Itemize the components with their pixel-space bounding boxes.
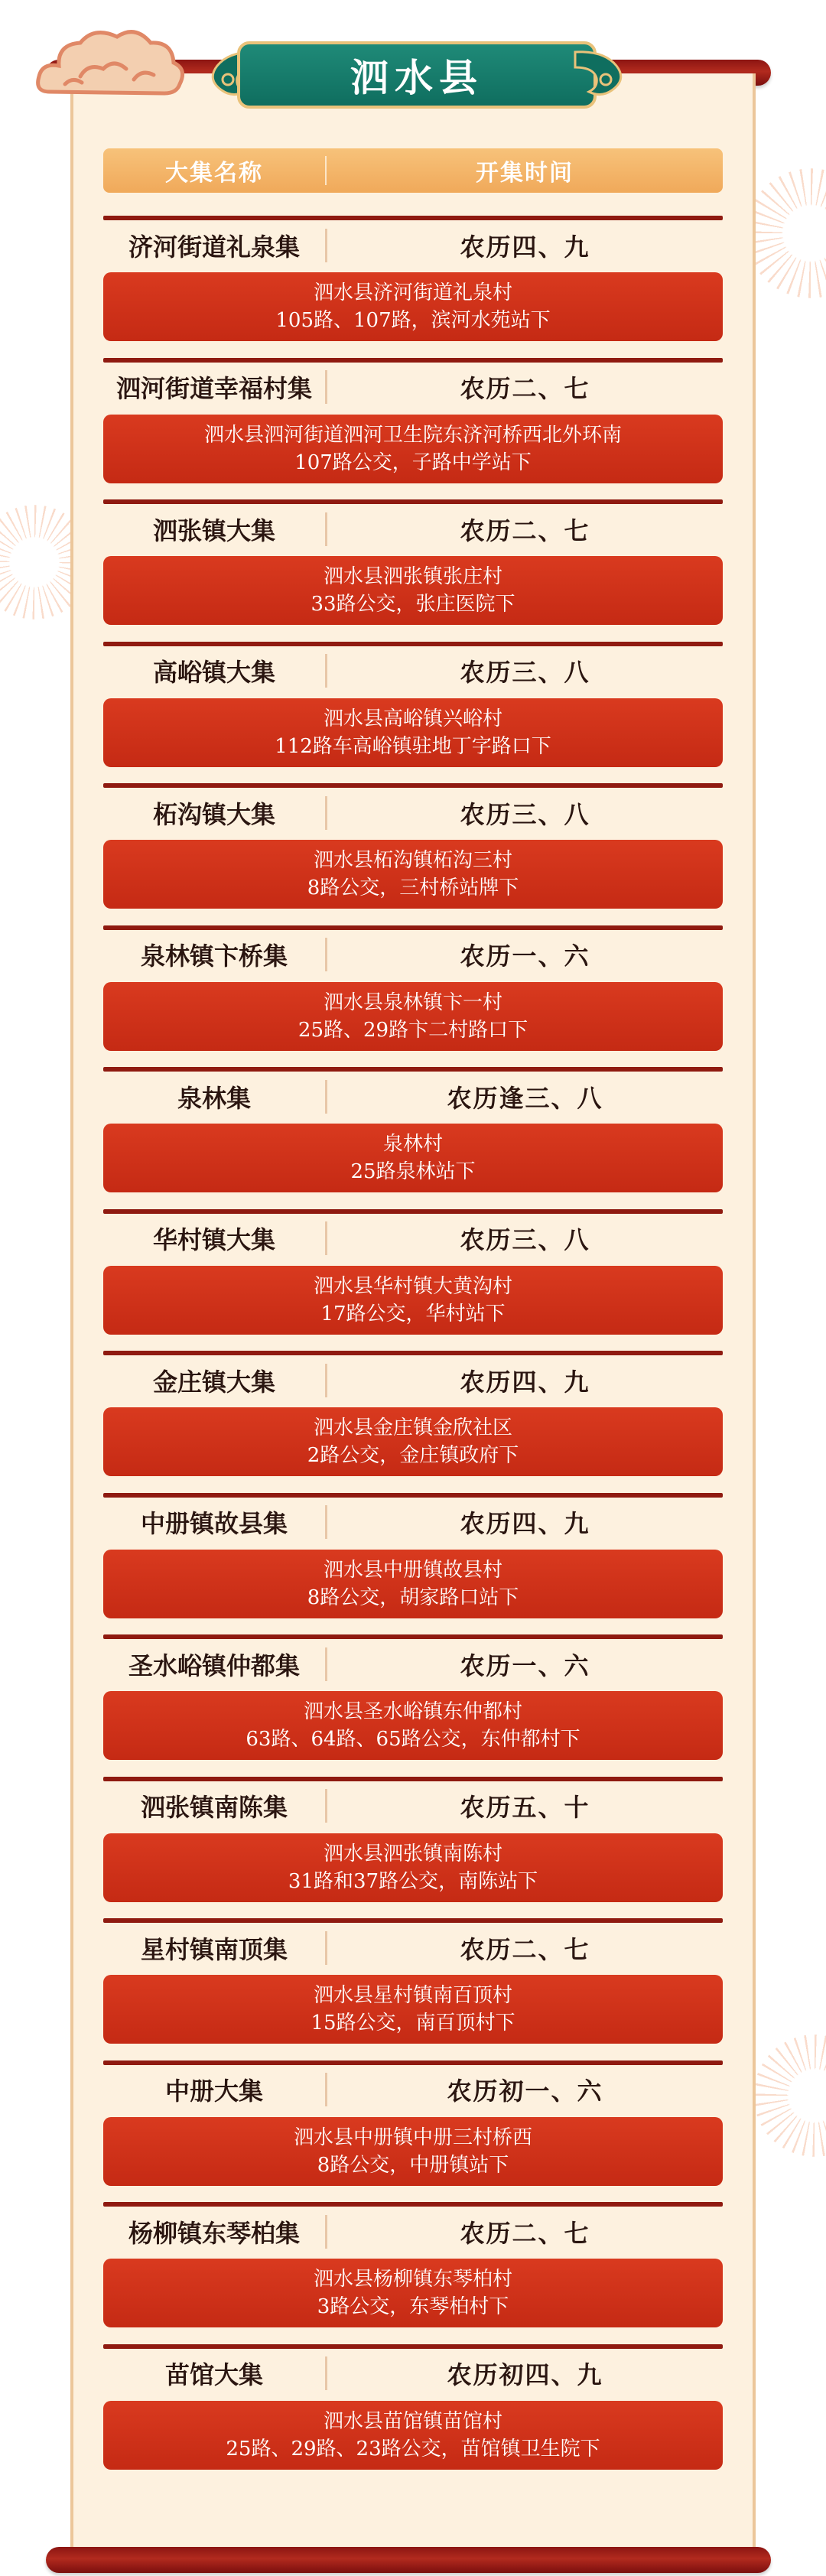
market-date: 农历二、七 [460, 374, 590, 403]
list-item [103, 1777, 723, 1919]
entry-header [103, 363, 723, 412]
market-date: 农历一、六 [460, 1651, 590, 1680]
entry-header [103, 2207, 723, 2256]
market-detail [103, 1266, 723, 1335]
market-name: 泗河街道幸福村集 [115, 374, 312, 403]
entry-header [103, 2065, 723, 2115]
market-location: 泗水县杨柳镇东琴柏村 [313, 2268, 512, 2291]
market-bus-route: 8路公交，三村桥站牌下 [307, 877, 519, 899]
market-detail [103, 1407, 723, 1476]
market-date: 农历四、九 [460, 1509, 590, 1538]
list-item [103, 1634, 723, 1777]
entry-header [103, 646, 723, 696]
scroll-rod-bottom [46, 2547, 771, 2573]
market-bus-route: 63路、64路、65路公交，东仲都村下 [246, 1728, 580, 1751]
market-location: 泗水县金庄镇金欣社区 [313, 1416, 512, 1439]
market-location: 泗水县高峪镇兴峪村 [323, 707, 502, 730]
list-item [103, 1493, 723, 1635]
market-location: 泗水县柘沟镇柘沟三村 [313, 849, 512, 872]
market-detail [103, 272, 723, 341]
market-name: 星村镇南顶集 [140, 1934, 288, 1964]
market-detail [103, 2117, 723, 2186]
market-bus-route: 112路车高峪镇驻地丁字路口下 [275, 734, 551, 758]
entry-header [103, 2349, 723, 2399]
list-item [103, 1209, 723, 1351]
market-date: 农历一、六 [460, 942, 590, 971]
list-item [103, 499, 723, 642]
table-header [103, 148, 723, 193]
market-date: 农历三、八 [460, 658, 590, 687]
market-name: 中册镇故县集 [140, 1509, 288, 1538]
market-detail [103, 415, 723, 483]
entry-header [103, 220, 723, 270]
entry-header [103, 1072, 723, 1121]
entry-header [103, 1498, 723, 1547]
entry-header [103, 1214, 723, 1264]
title-banner [206, 34, 627, 118]
market-location: 泗水县华村镇大黄沟村 [313, 1274, 512, 1298]
market-bus-route: 15路公交，南百顶村下 [311, 2012, 515, 2034]
market-name: 泉林集 [177, 1083, 251, 1113]
market-detail [103, 698, 723, 767]
market-date: 农历三、八 [460, 799, 590, 829]
cloud-icon [34, 23, 187, 107]
header-divider [325, 156, 327, 185]
market-name: 苗馆大集 [164, 2360, 263, 2389]
market-location: 泗水县中册镇中册三村桥西 [293, 2126, 532, 2149]
market-bus-route: 8路公交，胡家路口站下 [307, 1586, 519, 1609]
entry-header [103, 930, 723, 980]
market-name: 济河街道礼泉集 [128, 232, 300, 262]
firework-icon [746, 168, 826, 298]
market-bus-route: 2路公交，金庄镇政府下 [307, 1444, 519, 1467]
market-name: 华村镇大集 [152, 1225, 275, 1254]
entry-header [103, 1781, 723, 1831]
market-location: 泗水县泗张镇张庄村 [323, 565, 502, 588]
market-name: 圣水峪镇仲都集 [128, 1651, 300, 1680]
market-date: 农历三、八 [460, 1225, 590, 1254]
market-date: 农历四、九 [460, 1367, 590, 1397]
market-name: 柘沟镇大集 [152, 799, 275, 829]
market-name: 中册大集 [164, 2077, 263, 2106]
market-name: 泗张镇大集 [152, 516, 275, 545]
list-item [103, 642, 723, 784]
market-detail [103, 1691, 723, 1760]
market-bus-route: 25路、29路卞二村路口下 [298, 1018, 528, 1042]
list-item [103, 1351, 723, 1493]
market-bus-route: 105路、107路，滨河水苑站下 [275, 309, 551, 332]
market-bus-route: 33路公交，张庄医院下 [311, 593, 515, 616]
market-detail [103, 1550, 723, 1618]
market-bus-route: 8路公交，中册镇站下 [317, 2153, 509, 2177]
market-bus-route: 17路公交，华村站下 [320, 1302, 506, 1325]
list-item [103, 1067, 723, 1209]
entry-header [103, 788, 723, 838]
list-item [103, 2344, 723, 2487]
entry-header [103, 1923, 723, 1973]
entry-header [103, 1355, 723, 1405]
banner-wing-icon [574, 44, 627, 106]
market-detail [103, 556, 723, 625]
market-location: 泗水县星村镇南百顶村 [313, 1984, 512, 2007]
entry-header [103, 504, 723, 554]
market-date: 农历五、十 [460, 1793, 590, 1822]
list-item [103, 925, 723, 1068]
market-bus-route: 25路泉林站下 [350, 1160, 476, 1183]
list-item [103, 358, 723, 500]
market-location: 泗水县中册镇故县村 [323, 1558, 502, 1582]
market-name: 泗张镇南陈集 [140, 1793, 288, 1822]
market-location: 泗水县泗张镇南陈村 [323, 1842, 502, 1865]
market-date: 农历二、七 [460, 2218, 590, 2248]
market-location: 泗水县泗河街道泗河卫生院东济河桥西北外环南 [203, 423, 622, 447]
market-date: 农历初四、九 [447, 2360, 603, 2389]
market-name: 泉林镇卞桥集 [140, 942, 288, 971]
market-detail [103, 840, 723, 909]
market-date: 农历逢三、八 [447, 1083, 603, 1113]
market-bus-route: 107路公交，子路中学站下 [294, 450, 532, 474]
market-location: 泗水县泉林镇卞一村 [323, 990, 502, 1014]
header-time-label: 开集时间 [476, 160, 574, 187]
market-detail [103, 1833, 723, 1902]
entry-header [103, 1639, 723, 1689]
market-location: 泉林村 [382, 1133, 443, 1156]
market-name: 金庄镇大集 [152, 1367, 275, 1397]
market-date: 农历二、七 [460, 1934, 590, 1964]
page-title: 泗水县 [350, 56, 483, 100]
market-bus-route: 31路和37路公交，南陈站下 [288, 1869, 538, 1893]
market-name: 高峪镇大集 [152, 658, 275, 687]
market-detail [103, 2401, 723, 2470]
list-item [103, 216, 723, 358]
list-item [103, 2060, 723, 2203]
header-name-label: 大集名称 [165, 160, 263, 187]
market-bus-route: 3路公交，东琴柏村下 [317, 2295, 509, 2318]
market-date: 农历四、九 [460, 232, 590, 262]
list-item [103, 783, 723, 925]
market-detail [103, 1124, 723, 1192]
list-item [103, 1918, 723, 2060]
market-location: 泗水县苗馆镇苗馆村 [323, 2409, 502, 2433]
list-item [103, 2202, 723, 2344]
market-location: 泗水县济河街道礼泉村 [313, 281, 512, 304]
market-location: 泗水县圣水峪镇东仲都村 [303, 1700, 522, 1723]
market-date: 农历初一、六 [447, 2077, 603, 2106]
market-bus-route: 25路、29路、23路公交，苗馆镇卫生院下 [226, 2437, 600, 2461]
market-date: 农历二、七 [460, 516, 590, 545]
firework-icon [753, 2034, 826, 2157]
market-list [103, 216, 723, 2486]
market-name: 杨柳镇东琴柏集 [128, 2218, 300, 2248]
market-detail [103, 1975, 723, 2044]
market-detail [103, 2259, 723, 2327]
market-detail [103, 982, 723, 1051]
